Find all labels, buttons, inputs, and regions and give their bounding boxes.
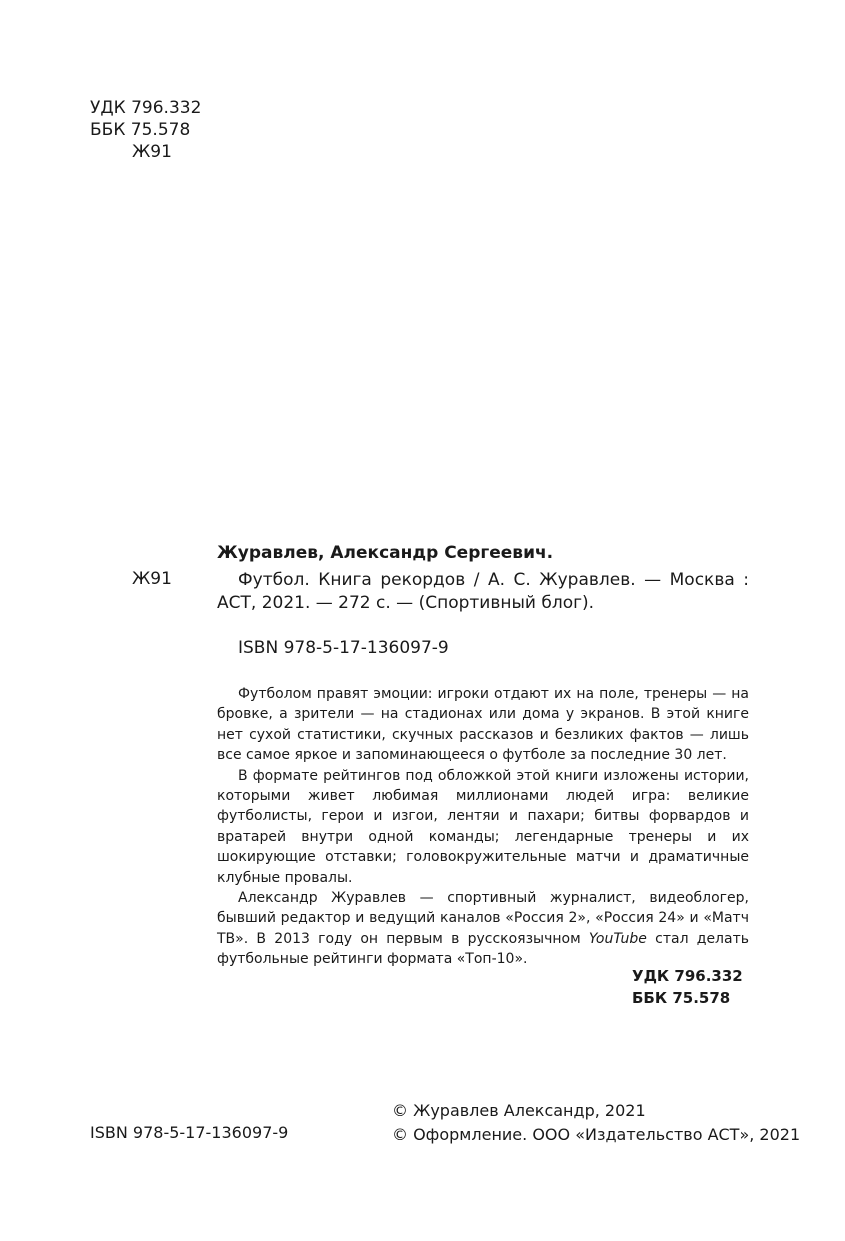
record-author: Журавлев, Александр Сергеевич. [217, 543, 554, 563]
annotation-p3-text-end: стал делать футбольные рейтинги формата «Топ-10». [217, 930, 749, 968]
annotation [217, 684, 749, 970]
bbk-code: ББК 75.578 [90, 120, 191, 140]
annotation-paragraph-3 [217, 888, 749, 970]
annotation-p3-text: Александр Журавлев — спортивный журналист, видеоблогер, бывший редактор и ведущий каналов «Россия 2», «Россия 24» и «Матч ТВ». В 2013 году он первым в русскоязычном [217, 890, 749, 947]
udk-code: УДК 796.332 [90, 98, 202, 118]
bottom-classification-codes [632, 965, 743, 1009]
copyright-block [392, 1099, 800, 1147]
header-classification-codes [90, 97, 201, 163]
record-isbn: ISBN 978-5-17-136097-9 [238, 638, 449, 658]
footer-isbn: ISBN 978-5-17-136097-9 [90, 1123, 289, 1142]
copyright-design: © Оформление. ООО «Издательство АСТ», 2021 [392, 1125, 801, 1144]
author-cipher: Ж91 [132, 142, 172, 162]
record-description: Футбол. Книга рекордов / А. С. Журавлев. — Москва : АСТ, 2021. — 272 с. — (Спортивный блог). [217, 570, 749, 613]
bbk-code-bold: ББК 75.578 [632, 989, 731, 1007]
annotation-p3-italic: YouTube [588, 930, 647, 947]
annotation-paragraph-1: Футболом правят эмоции: игроки отдают их на поле, тренеры — на бровке, а зрители — на стадионах или дома у экранов. В этой книге нет сухой статистики, скучных рассказов и безликих фактов — лишь все самое яркое и запоминающееся о футболе за последние 30 лет. [217, 686, 749, 764]
udk-code-bold: УДК 796.332 [632, 967, 743, 985]
copyright-author: © Журавлев Александр, 2021 [392, 1101, 646, 1120]
annotation-paragraph-2: В формате рейтингов под обложкой этой книги изложены истории, которыми живет любимая миллионами людей игра: великие футболисты, герои и изгои, лентяи и пахари; битвы форвардов и вратарей внутри одной команды; легендарные тренеры и их шокирующие отставки; головокружительные матчи и драматичные клубные провалы. [217, 767, 749, 886]
record-cipher: Ж91 [132, 569, 172, 589]
